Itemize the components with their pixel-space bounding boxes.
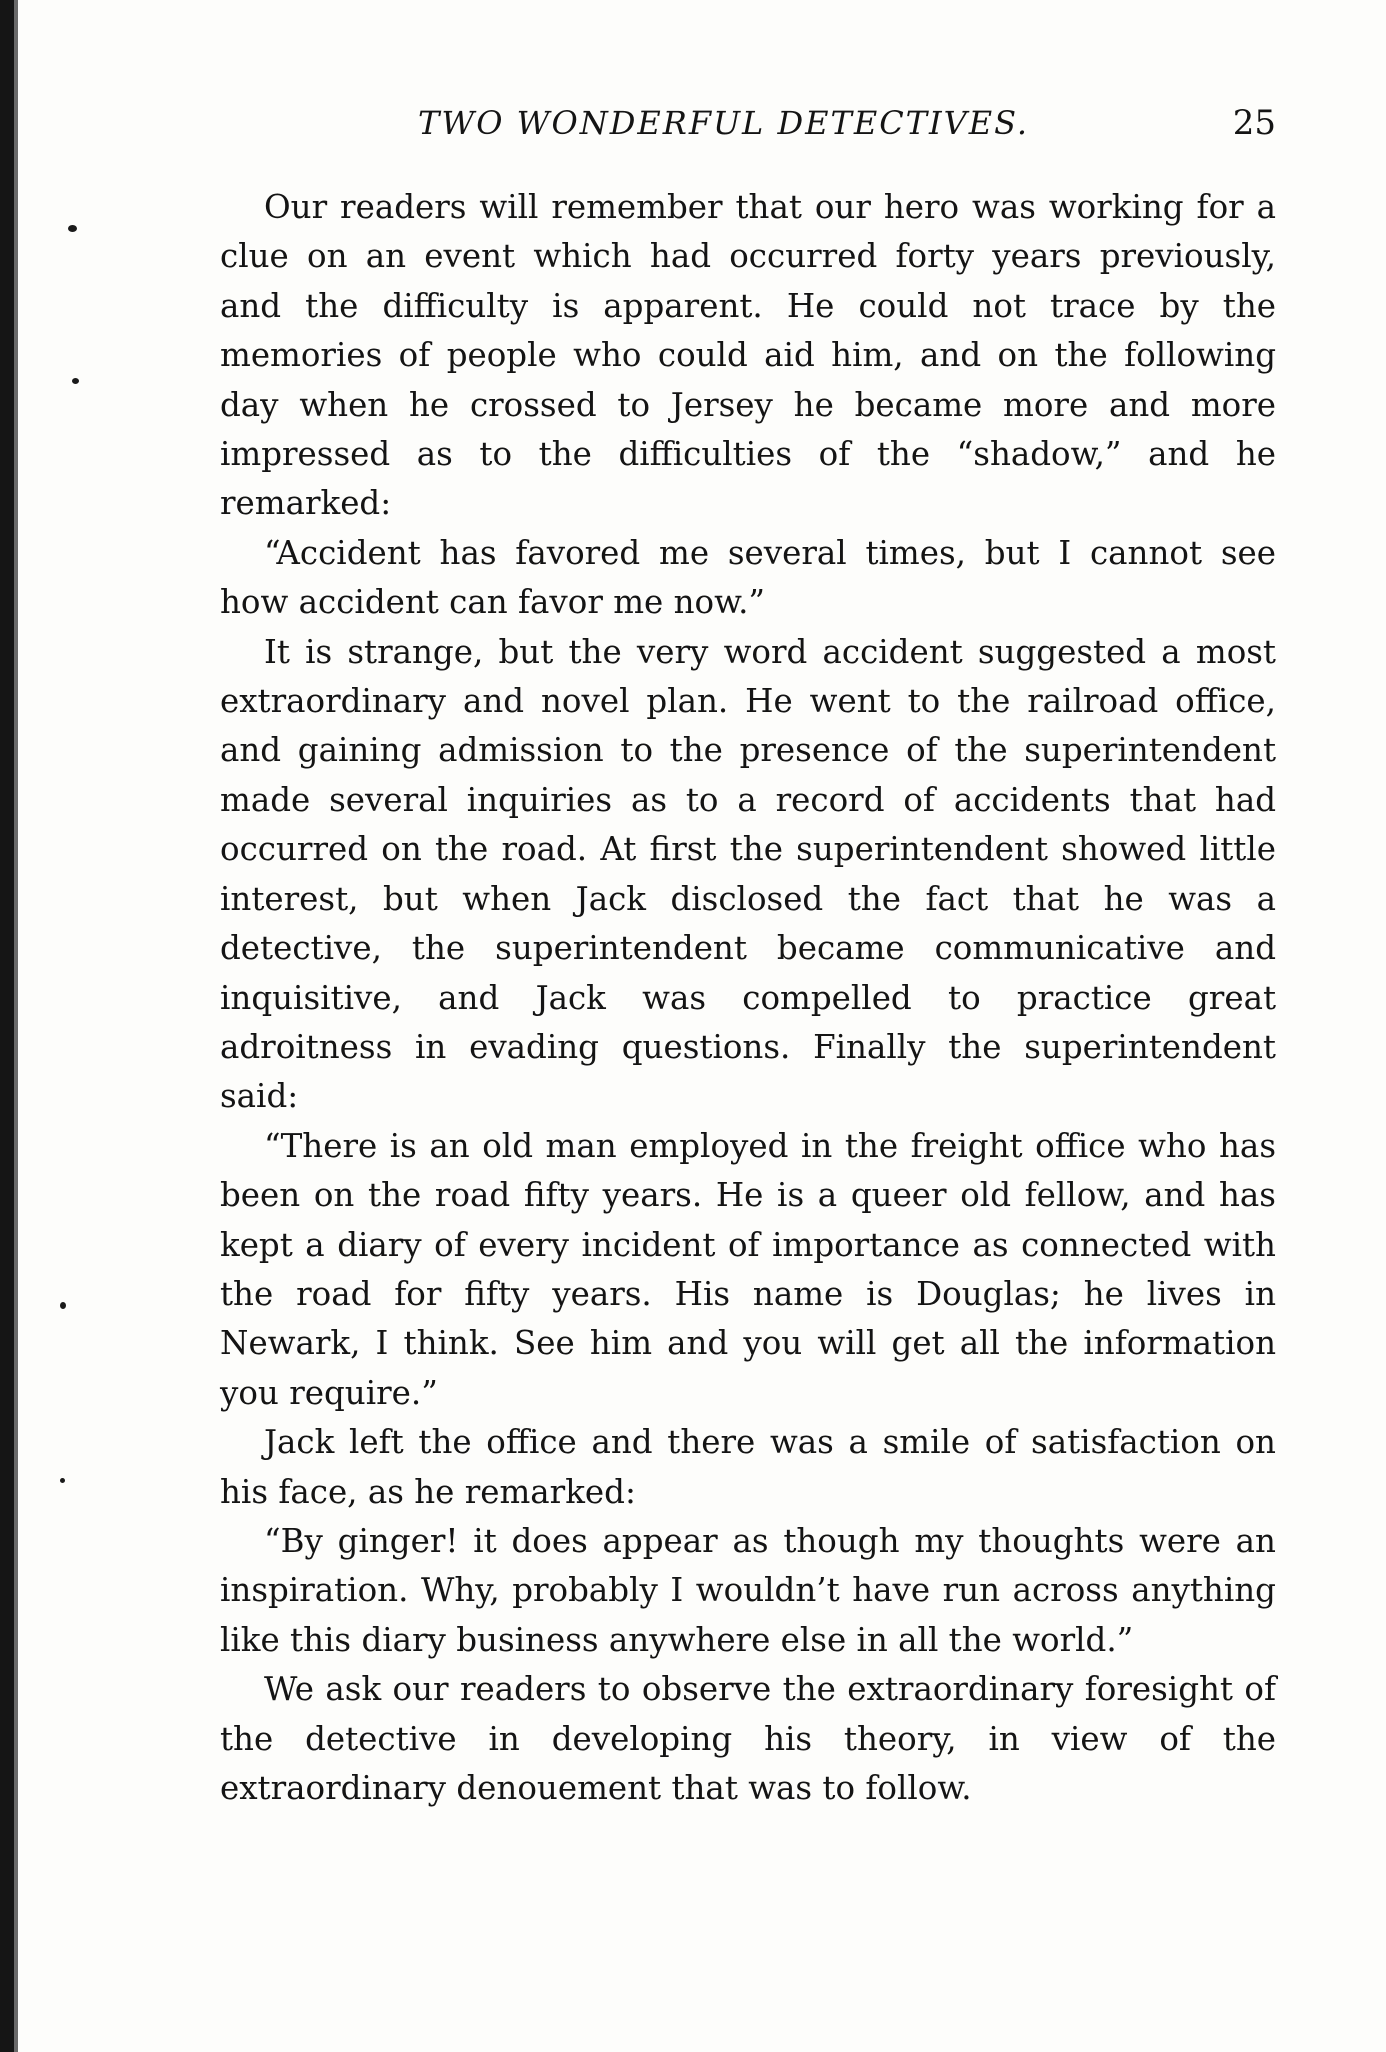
page-number: 25 <box>1232 103 1276 143</box>
running-title: TWO WONDERFUL DETECTIVES. <box>418 104 1030 142</box>
scan-speck <box>60 1302 66 1309</box>
paragraph: It is strange, but the very word accident suggested a most extraordinary and novel plan. He went to the railroad office, and gaining admission to the presence of the superintendent made several inquiries as to a record of accidents that had occurred on the road. At first the superintendent showed little interest, but when Jack disclosed the fact that he was a detective, the superintendent became communicative and inquisitive, and Jack was compelled to practice great adroitness in evading questions. Finally the superintendent said: <box>220 632 1276 1116</box>
paragraph: “There is an old man employed in the freight office who has been on the road fifty years. He is a queer old fellow, and has kept a diary of every incident of importance as connected with the road for fifty years. His name is Douglas; he lives in Newark, I think. See him and you will get all the information you require.” <box>220 1126 1276 1412</box>
running-head <box>218 98 1276 148</box>
scan-speck <box>68 225 77 232</box>
paragraph: Jack left the office and there was a smile of satisfaction on his face, as he remarked: <box>220 1423 1276 1511</box>
paragraph: “Accident has favored me several times, but I cannot see how accident can favor me now.” <box>220 533 1276 622</box>
scan-speck <box>72 378 79 384</box>
paragraph: Our readers will remember that our hero was working for a clue on an event which had occurred forty years previously, and the difficulty is apparent. He could not trace by the memories of people who could aid him, and on the following day when he crossed to Jersey he became more and more impressed as to the difficulties of the “shadow,” and he remarked: <box>220 188 1276 523</box>
binding-shadow-edge <box>14 0 18 2052</box>
body-text <box>220 183 1276 1813</box>
binding-shadow <box>0 0 14 2052</box>
paragraph: “By ginger! it does appear as though my thoughts were an inspiration. Why, probably I wouldn’t have run across anything like this diary business anywhere else in all the world.” <box>220 1521 1276 1659</box>
paragraph: We ask our readers to observe the extraordinary foresight of the detective in developing his theory, in view of the extraordinary denouement that was to follow. <box>220 1670 1276 1807</box>
scan-speck <box>60 1478 65 1483</box>
